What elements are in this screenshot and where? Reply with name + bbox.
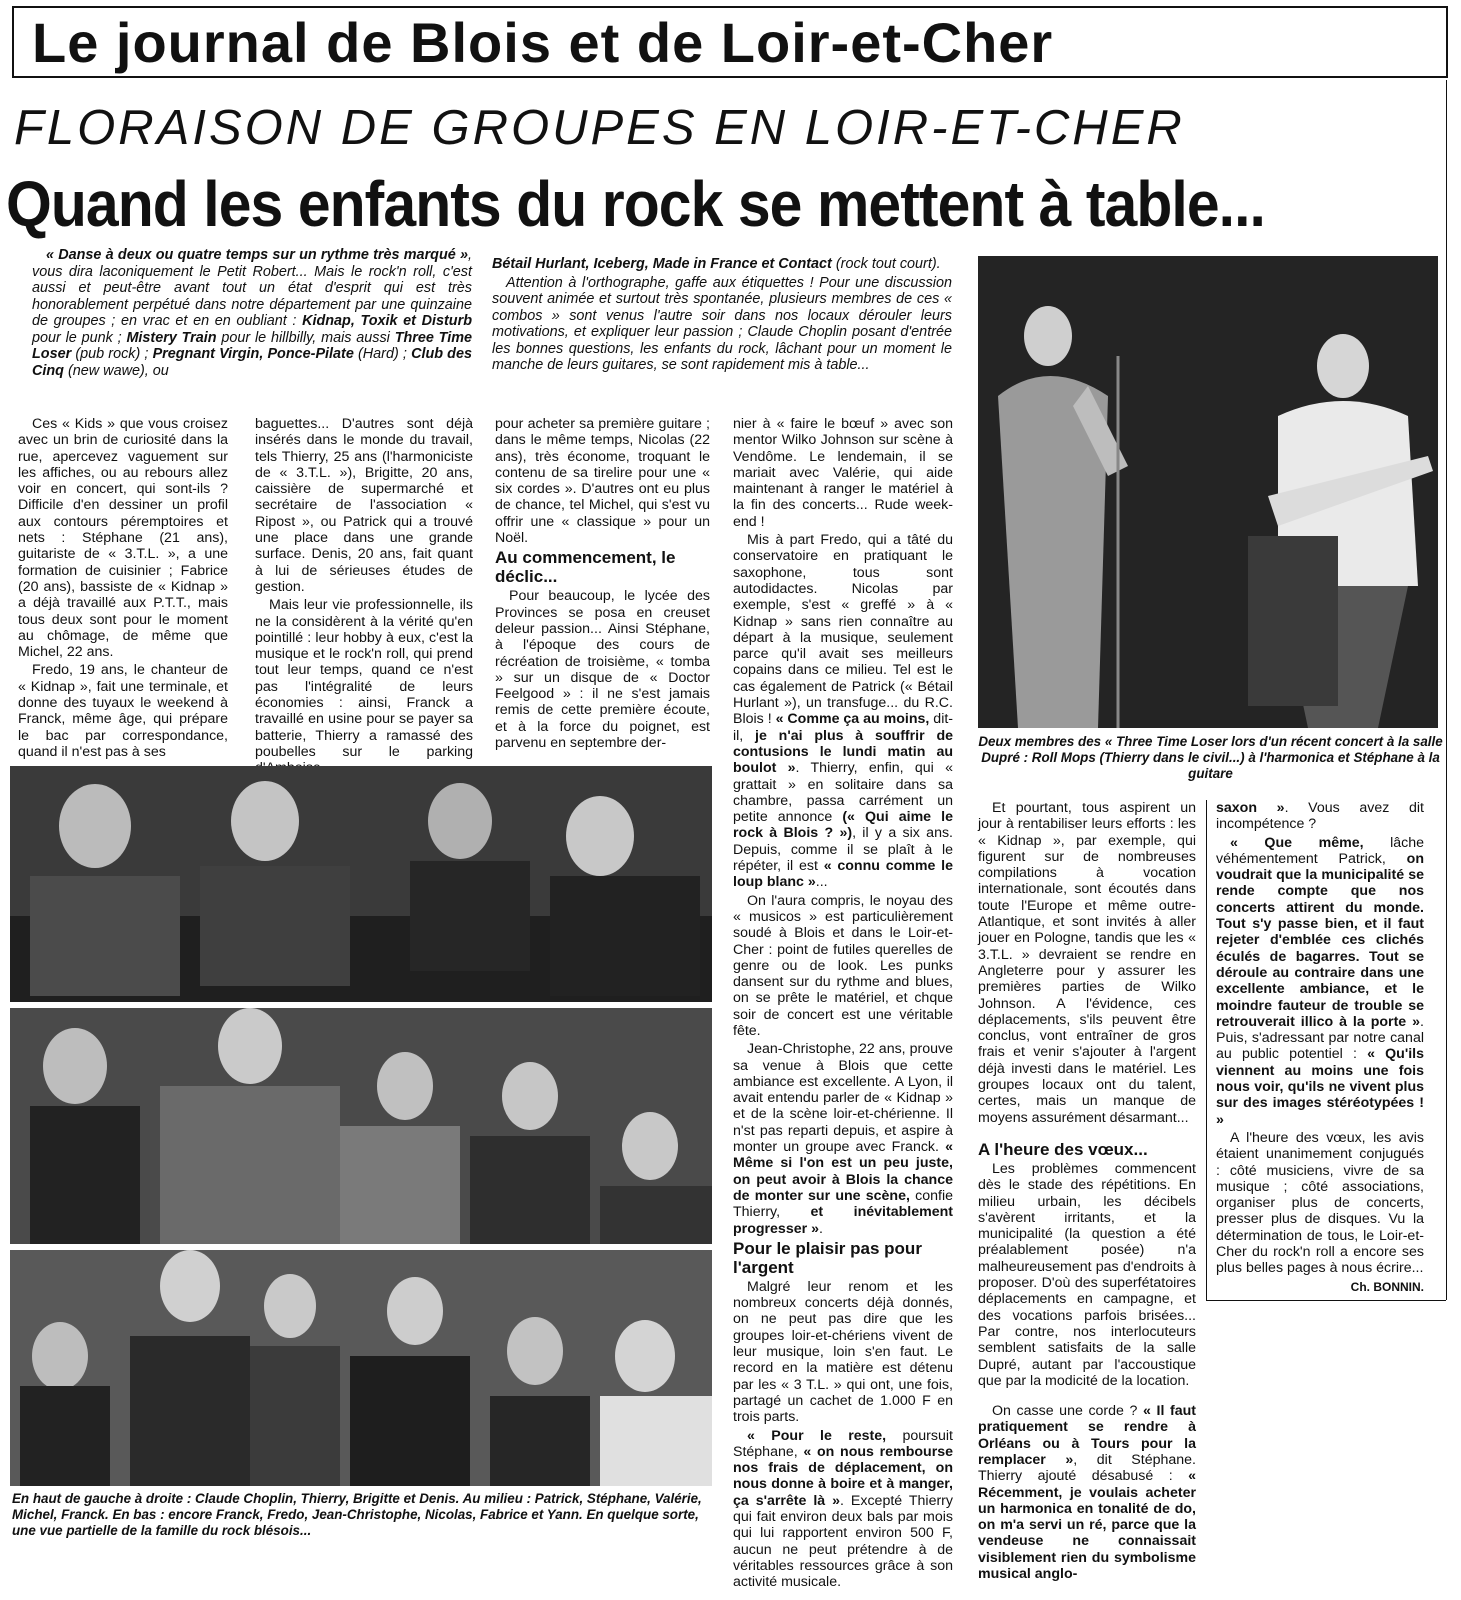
paragraph-text: , il y a six ans. Depuis, comme il se plaît à le répéter, il est xyxy=(733,825,953,875)
band-names: Mistery Train xyxy=(126,329,217,346)
masthead xyxy=(12,6,1448,78)
quote: « on nous rembourse nos frais de déplacement, on nous donne à boire et à manger, ça s'arrête là » xyxy=(733,1443,953,1509)
quote: « Comme ça au moins, xyxy=(775,711,930,728)
paragraph-text: poursuit Stéphane, xyxy=(733,1427,953,1460)
paragraph-text: ... xyxy=(815,874,828,891)
band-names: Three Time Loser xyxy=(32,329,473,362)
intro-right xyxy=(492,256,952,374)
group-photo xyxy=(10,766,712,1486)
paragraph: baguettes... D'autres sont déjà insérés dans le monde du travail, tels Thierry, 25 ans (l'harmoniciste de « 3.T.L. »), Brigitte, 20 ans, caissière de supermarché et secrétaire de l'association « Ripost », ou Patrick qui a trouvé une place dans une grande surface. Denis, 20 ans, fait quant à lui de sérieuses études de gestion. xyxy=(255,416,473,595)
headline: Quand les enfants du rock se mettent à table... xyxy=(6,168,1265,240)
subheading: Au commencement, le déclic... xyxy=(495,548,676,587)
paragraph-text: . Puis, s'adressant par notre canal au public potentiel : xyxy=(1216,1013,1424,1063)
section-divider xyxy=(1206,1300,1446,1301)
paragraph-text: , dit Stéphane. Thierry ajouté désabusé : xyxy=(978,1451,1196,1485)
intro-text: (Hard) ; xyxy=(353,346,412,362)
intro-text: (rock tout court). xyxy=(831,256,941,272)
paragraph-text: confie Thierry, xyxy=(733,1187,953,1221)
masthead-title: Le journal de Blois et de Loir-et-Cher xyxy=(32,11,1054,74)
intro-text: (new wawe), ou xyxy=(63,362,169,379)
quote: « Qu'ils viennent au moins une fois nous voir, qu'ils ne vivent plus sur des images stéréotypées ! » xyxy=(1216,1046,1424,1128)
paragraph: A l'heure des vœux, les avis étaient unanimement conjugués : côté musiciens, vivre de sa musique ; côté associations, organiser plus de concerts, presser plus de disques. Vu la détermination de tous, le Loir-et-Cher du rock'n roll a encore ses plus belles pages à nous écrire... xyxy=(1216,1129,1424,1277)
paragraph: Fredo, 19 ans, le chanteur de « Kidnap », fait une terminale, et donne des tuyaux le weekend à Franck, même âge, qui prépare le bac par correspondance, quand il n'est pas à ses xyxy=(18,662,228,760)
intro-quote: « Danse à deux ou quatre temps sur un rythme très marqué » xyxy=(46,247,468,263)
quote: « Récemment, je voulais acheter un harmonica en tonalité de do, on m'a servi un ré, parce que la vendeuse ne connaissait visiblement rien du symbolisme musical anglo- xyxy=(978,1468,1196,1583)
quote: je n'ai plus à souffrir de contusions le lundi matin au boulot » xyxy=(733,727,953,777)
paragraph-text: Jean-Christophe, 22 ans, prouve sa venue à Blois que cette ambiance est excellente. A Lyon, il avait entendu parler de « Kidnap » et de la scène loir-et-chérienne. Il n'st pas reparti depuis, et aspire à monter un groupe avec Franck. xyxy=(733,1041,953,1156)
subheading: Pour le plaisir pas pour l'argent xyxy=(733,1238,922,1277)
quote: on voudrait que la municipalité se rende compte que nos concerts attirent du monde. Tout s'y passe bien, et il faut rejeter d'emblée ces clichés éculés de bagarres. Tout se déroule au contraire dans une excellente ambiance, et le moindre fauteur de trouble se retrouverait illico à la porte » xyxy=(1216,850,1424,1030)
intro-text: pour le punk ; xyxy=(32,329,127,346)
paragraph: Malgré leur renom et les nombreux concerts déjà donnés, on ne peut pas dire que les groupes loir-et-chériens vivent de leur musique, loin s'en faut. Le record en la matière est détenu par les « 3 T.L. » qui ont, une fois, partagé un cachet de 1.000 F en trois parts. xyxy=(733,1278,953,1426)
article-column-3 xyxy=(495,416,710,751)
band-names: Bétail Hurlant, Iceberg, Made in France et Contact xyxy=(492,256,832,272)
band-names: Kidnap, Toxik et Disturb xyxy=(302,313,472,329)
group-photo-caption: En haut de gauche à droite : Claude Choplin, Thierry, Brigitte et Denis. Au milieu : Patrick, Stéphane, Valérie, Michel, Franck. En bas : encore Franck, Fredo, Jean-Christophe, Nicolas, Fabrice et Yann. En quelque sorte, une vue partielle de la famille du rock blésois... xyxy=(12,1491,702,1538)
quote: et inévitablement progresser » xyxy=(733,1204,953,1237)
quote: (« Qui aime le rock à Blois ? ») xyxy=(733,809,953,842)
quote: « Pour le reste, xyxy=(747,1427,887,1444)
paragraph: Et pourtant, tous aspirent un jour à rentabiliser leurs efforts : les « Kidnap », par exemple, qui figurent sur de nombreuses compilations à vocation internationale, sont écoutés dans toute l'Europe et même outre-Atlantique, et sont invités à aller jouer en Pologne, tandis que les « 3.T.L. » devraient se rendre en Angleterre pour y assurer les premières parties de Wilko Johnson. A l'évidence, ces déplacements, s'ils peuvent être conclus, vont entraîner de gros frais et venir s'ajouter à l'argent déjà investi dans le matériel. Les groupes locaux ont du talent, certes, mais un manque de moyens assurément désarmant... xyxy=(978,800,1196,1126)
paragraph-text: lâche véhémentement Patrick, xyxy=(1216,834,1424,867)
paragraph: nier à « faire le bœuf » avec son mentor Wilko Johnson sur scène à Vendôme. Le lendemain, il se mariait avec Valérie, qui aide maintenant à ranger le matériel à la fin des concerts... Rude week-end ! xyxy=(733,416,953,530)
paragraph-text: . Excepté Thierry qui fait environ deux bals par mois qui lui rapportent environ 500 F, aucun ne peut prétendre à de véritables ressources grâce à son activité musicale. xyxy=(733,1492,953,1591)
intro-left xyxy=(32,247,472,379)
paragraph-text: . Thierry, enfin, qui « grattait » en solitaire dans sa chambre, passa carrément un petite annonce xyxy=(733,760,953,826)
paragraph-text: . Vous avez dit incompétence ? xyxy=(1216,800,1424,833)
kicker: FLORAISON DE GROUPES EN LOIR-ET-CHER xyxy=(14,101,1185,155)
subheading: A l'heure des vœux... xyxy=(978,1139,1148,1159)
article-column-4 xyxy=(733,416,953,1590)
band-names: Club des Cinq xyxy=(32,346,472,379)
concert-photo-caption: Deux membres des « Three Time Loser lors d'un récent concert à la salle Dupré : Roll Mops (Thierry dans le civil...) à l'harmonica et Stéphane à la guitare xyxy=(978,734,1443,781)
paragraph: pour acheter sa première guitare ; dans le même temps, Nicolas (22 ans), très économe, troquant le contenu de sa tirelire pour une « six cordes ». D'autres ont eu plus de chance, tel Michel, qui s'est vu offrir une « classique » pour un Noël. xyxy=(495,416,710,547)
quote: « Que même, xyxy=(1230,834,1364,851)
article-column-1 xyxy=(18,416,228,760)
paragraph: Ces « Kids » que vous croisez avec un brin de curiosité dans la rue, apercevez vaguement sur les affiches, ou au rebours allez voir en concert, qui sont-ils ? Difficile d'en dessiner un profil aux contours péremptoires et nets : Stéphane (21 ans), guitariste de « 3.T.L. », a une formation de cuisinier ; Fabrice (20 ans), bassiste de « Kidnap » a déjà travaillé aux P.T.T., mais tous deux sont pour le moment au chômage, de même que Michel, 22 ans. xyxy=(18,416,228,661)
intro-text: (pub rock) ; xyxy=(71,346,153,362)
paragraph: Les problèmes commencent dès le stade des répétitions. En milieu urbain, les décibels s'avèrent irritants, et la municipalité (la question a été préalablement posée) n'a malheureusement pas d'endroits à proposer. D'où des superfétatoires déplacements en campagne, et des vocations parfois brisées... Par contre, nos interlocuteurs semblent satisfaits de la salle Dupré, autant par l'accoustique que par la modicité de la location. xyxy=(978,1160,1196,1389)
paragraph-text: On casse une corde ? xyxy=(992,1403,1144,1420)
concert-photo-image xyxy=(978,256,1438,728)
intro-text: pour le hillbilly, mais aussi xyxy=(216,329,395,346)
paragraph-text: Mis à part Fredo, qui a tâté du conservatoire en pratiquant le saxophone, tous sont autodidactes. Nicolas par exemple, s'est « greffé » à « Kidnap » sans rien connaître au départ à la musique, seulement parce qu'il avait ses meilleurs copains dans ce milieu. Tel est le cas également de Patrick (« Bétail Hurlant »), un transfuge... du R.C. Blois ! xyxy=(733,532,953,728)
quote: « Même si l'on est un peu juste, on peut avoir à Blois la chance de monter sur une scène, xyxy=(733,1139,953,1204)
quote: « Il faut pratiquement se rendre à Orléans ou à Tours pour la remplacer » xyxy=(978,1403,1197,1468)
article-column-6 xyxy=(1216,800,1424,1295)
paragraph: On l'aura compris, le noyau des « musicos » est particulièrement soudé à Blois et dans le Loir-et-Cher : point de futiles querelles de genre ou de look. Les punks dansent sur du rythme and blues, on se prête le matériel, et chque soir de concert est une véritable fête. xyxy=(733,892,953,1039)
column-divider xyxy=(1206,800,1207,1300)
page-border-right xyxy=(1446,80,1447,1300)
paragraph-text: dit-il, xyxy=(733,711,954,744)
quote: « connu comme le loup blanc » xyxy=(733,858,954,891)
paragraph: Pour beaucoup, le lycée des Provinces se posa en creuset deleur passion... Ainsi Stéphane, à l'époque des cours de récréation de troisième, « tomba » sur un disque de « Doctor Feelgood » : il ne s'est jamais remis de cette première écoute, et à la force du poignet, est parvenu en septembre der- xyxy=(495,588,710,752)
paragraph-text: . xyxy=(818,1220,823,1237)
paragraph: Mais leur vie professionnelle, ils ne la considèrent à la vérité qu'en pointillé : leur hobby à eux, c'est la musique et le rock'n roll, qui prend tout leur temps, quand ce n'est pas l'intégralité de leurs économies : ainsi, Franck a travaillé en usine pour se payer sa batterie, Thierry a ramassé des poubelles sur le parking xyxy=(255,597,473,760)
intro-text: , vous dira laconiquement le Petit Robert... Mais le rock'n roll, c'est aussi et peut-être avant tout un état d'esprit qui est très honorablement perpétué dans notre département par une quinzaine de groupes ; en vrac et en en oubliant : xyxy=(32,247,472,329)
group-photo-image xyxy=(10,766,712,1486)
author-signature: Ch. BONNIN. xyxy=(1350,1279,1424,1294)
quote: saxon » xyxy=(1216,800,1285,816)
band-names: Pregnant Virgin, Ponce-Pilate xyxy=(152,346,354,362)
concert-photo xyxy=(978,256,1438,728)
article-column-5 xyxy=(978,800,1196,1582)
article-column-2 xyxy=(255,416,473,777)
intro-paragraph: Attention à l'orthographe, gaffe aux étiquettes ! Pour une discussion souvent animée et surtout très spontanée, plusieurs membres de ces « combos » sont venus l'autre soir dans nos locaux dérouler leurs motivations, et expliquer leur passion ; Claude Choplin posant d'entrée les bonnes questions, les enfants du rock, lâchant pour un moment le manche de leurs guitares, se sont rapidement mis à table... xyxy=(492,274,952,373)
